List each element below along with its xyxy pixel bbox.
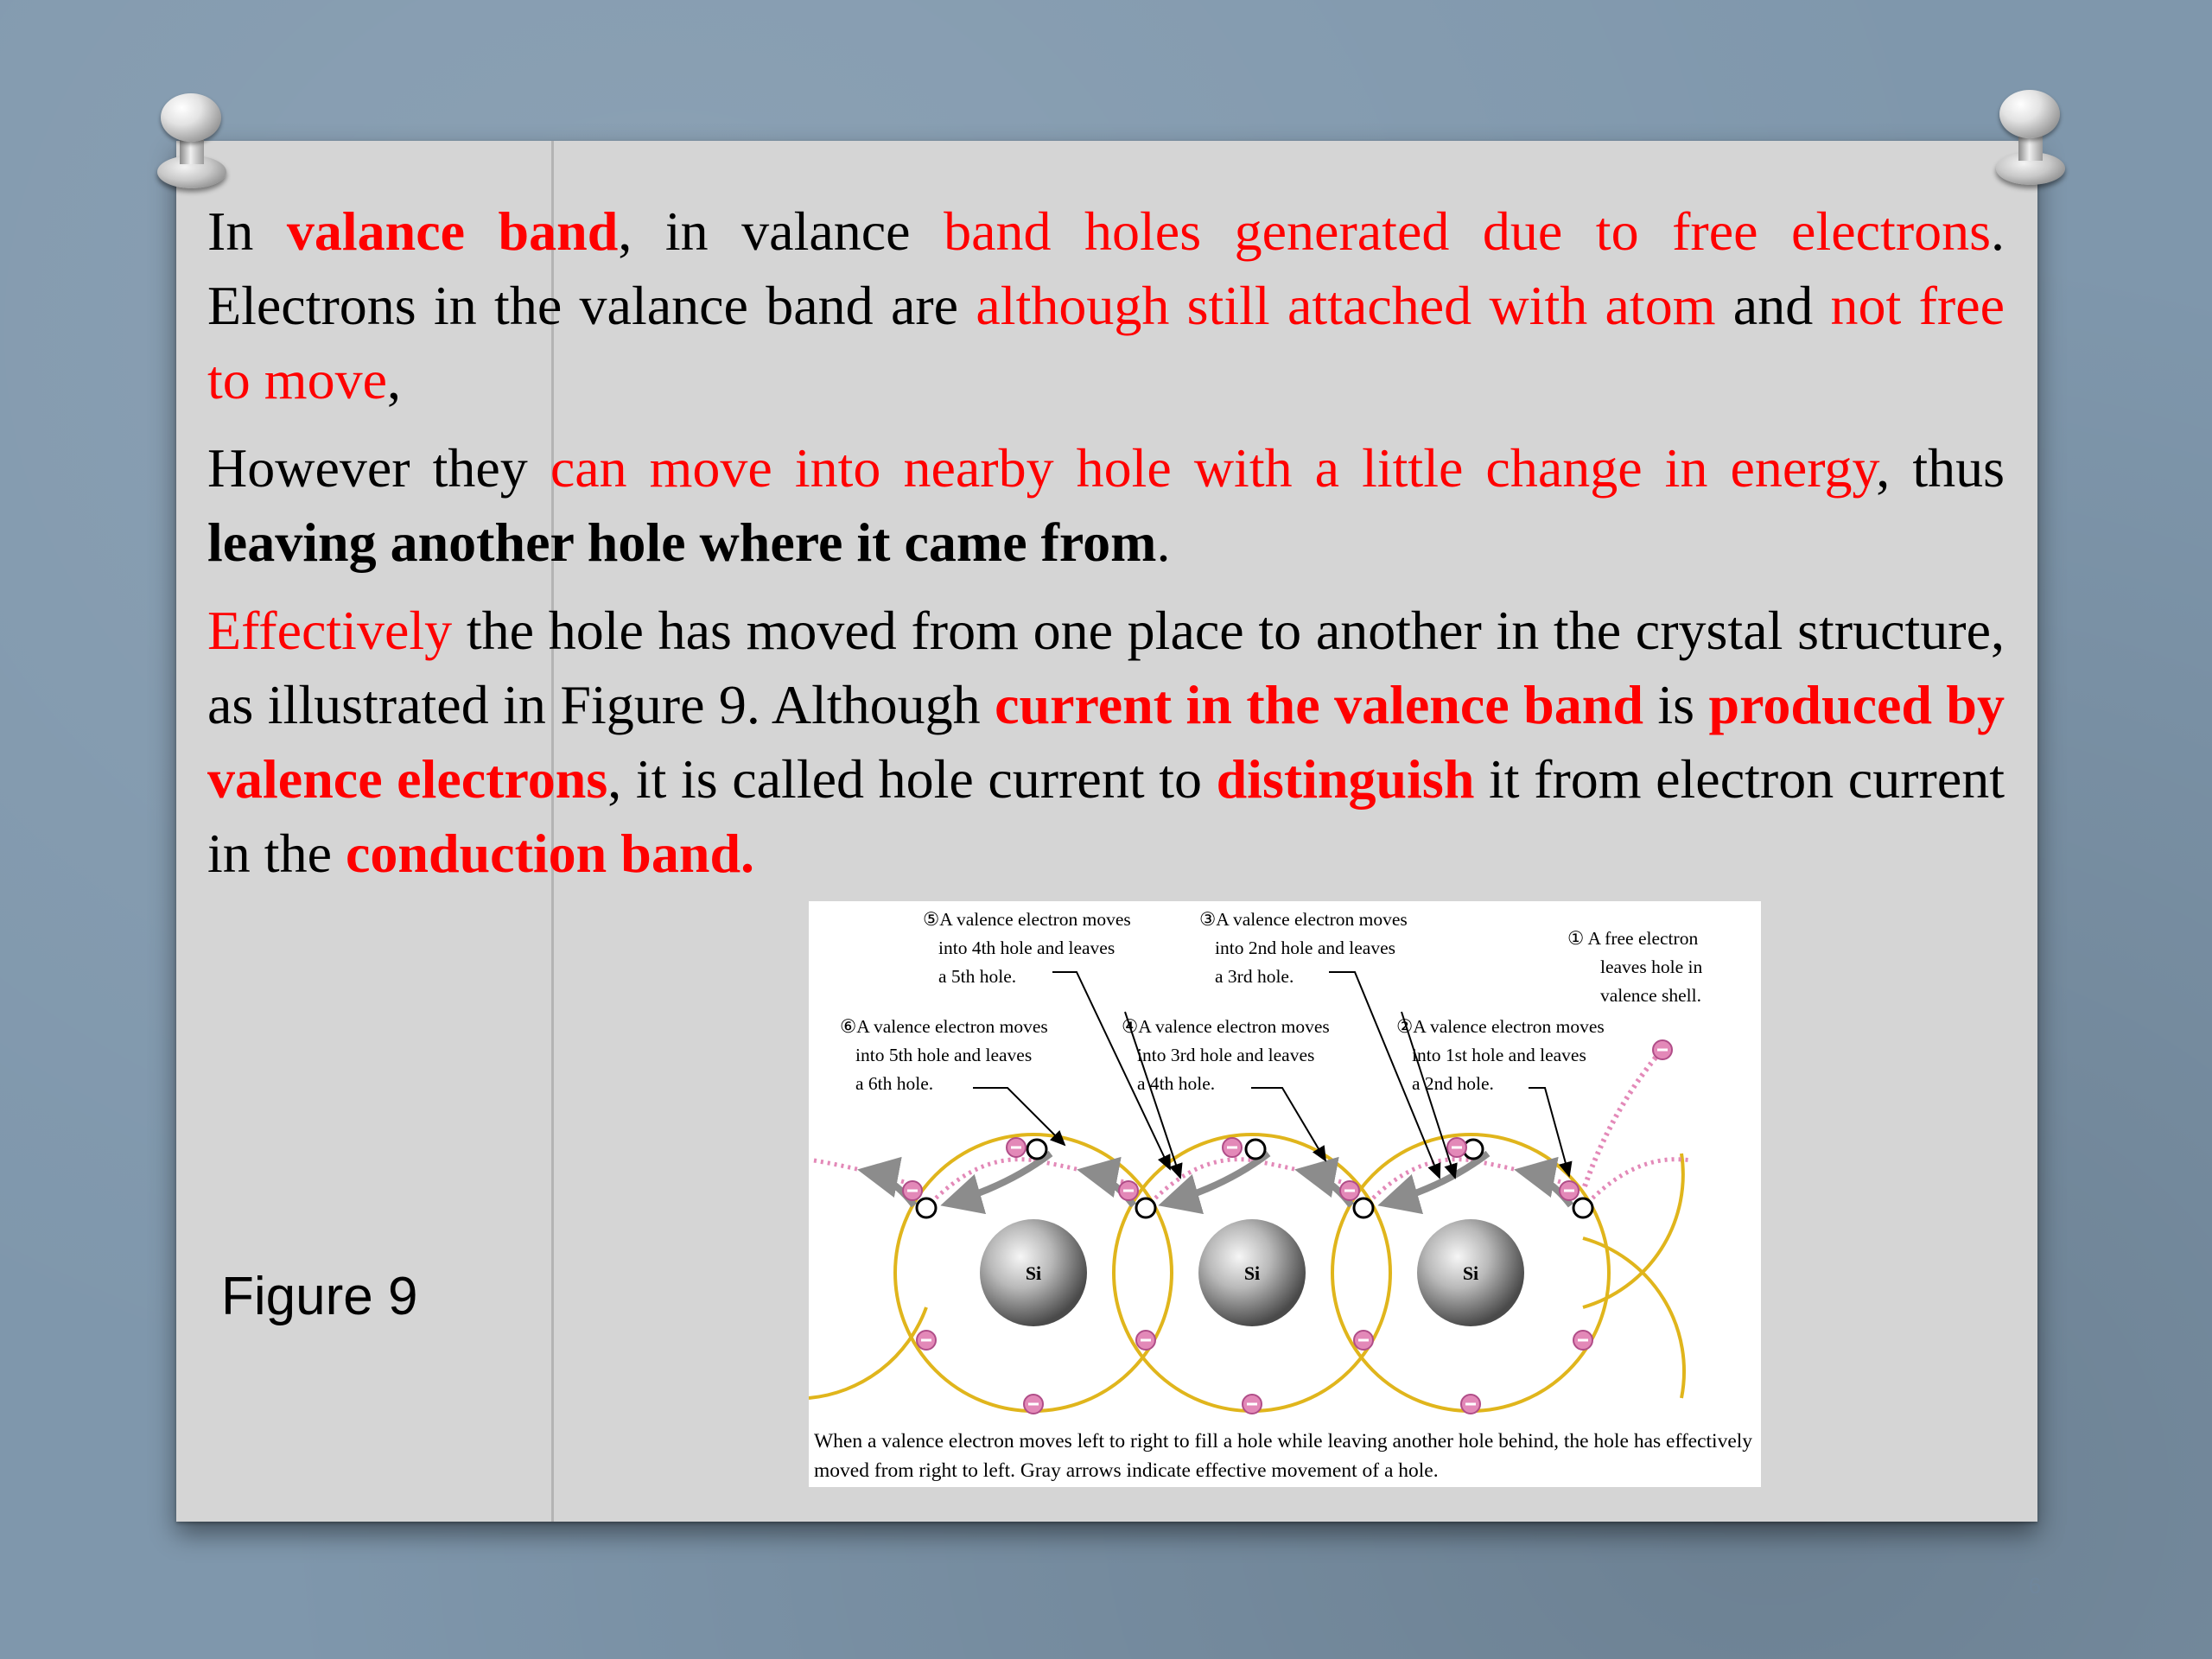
paragraph-2 [207, 431, 2005, 580]
crystal-lattice-diagram [809, 901, 1761, 1428]
text-run: . [1156, 512, 1171, 573]
annotation-text: ②A valence electron moves [1396, 1016, 1605, 1037]
annotation-text: into 5th hole and leaves [855, 1045, 1033, 1065]
hole-marker [1354, 1198, 1373, 1217]
bond-orbit [809, 1307, 926, 1398]
text-run: In [207, 200, 287, 262]
annotation-text: into 1st hole and leaves [1412, 1045, 1586, 1065]
page-number-text: 6 [2028, 1573, 2042, 1599]
slide-body-text [207, 194, 2005, 905]
hole-current-figure [809, 901, 1761, 1487]
text-run: However they [207, 437, 550, 499]
annotation-text: ④A valence electron moves [1122, 1016, 1330, 1037]
text-run: the hole has moved from one place to another in the crystal structure, as illustrated in Figure 9. Although [207, 600, 2005, 735]
text-run: , in valance [618, 200, 944, 262]
hole-marker [917, 1198, 936, 1217]
text-run: produced by valence electrons [207, 674, 2005, 810]
text-run: , it is called hole current to [607, 748, 1217, 810]
annotation-text: into 3rd hole and leaves [1137, 1045, 1315, 1065]
annotation-text: ⑥A valence electron moves [840, 1016, 1048, 1037]
paragraph-3 [207, 594, 2005, 891]
text-run: valance band [286, 200, 619, 262]
annotation-text: a 3rd hole. [1215, 966, 1294, 987]
annotation-text: a 6th hole. [855, 1073, 934, 1094]
annotation-text: into 2nd hole and leaves [1215, 938, 1395, 958]
hole-marker [1246, 1140, 1265, 1159]
text-run: Effectively [207, 600, 453, 661]
figure-label: Figure 9 [221, 1267, 418, 1326]
annotation-text: a 5th hole. [938, 966, 1017, 987]
annotation-text: ③A valence electron moves [1199, 909, 1408, 930]
annotation-text: ① A free electron [1567, 928, 1699, 949]
hole-marker [1027, 1140, 1046, 1159]
annotation-text: a 2nd hole. [1412, 1073, 1494, 1094]
text-run: , thus [1876, 437, 2005, 499]
annotation-text: valence shell. [1600, 985, 1702, 1006]
text-run: conduction band. [345, 823, 755, 884]
pushpin-left-icon [154, 93, 232, 188]
paragraph-1 [207, 194, 2005, 417]
text-run: band holes generated due to free electrons [944, 200, 1992, 262]
text-run: it from electron current in the [207, 748, 2005, 884]
electron-path [1585, 1052, 1660, 1186]
annotation-text: a 4th hole. [1137, 1073, 1216, 1094]
hole-movement-arrow [1165, 1154, 1268, 1204]
text-run: can move into nearby hole with a little change in energy [550, 437, 1877, 499]
hole-marker [1573, 1198, 1592, 1217]
text-run: distinguish [1216, 748, 1475, 810]
hole-movement-arrow [1384, 1154, 1488, 1204]
text-run: leaving another hole where it came from [207, 512, 1157, 573]
pushpin-right-icon [1993, 90, 2070, 185]
text-run: although still attached with atom [976, 275, 1716, 336]
hole-marker [1136, 1198, 1155, 1217]
leader-line [1529, 1088, 1569, 1176]
atom-label: Si [1243, 1262, 1261, 1284]
electron-path [1583, 1160, 1691, 1208]
text-run: is [1643, 674, 1709, 735]
annotation-text: ⑤A valence electron moves [923, 909, 1131, 930]
text-run: , [386, 349, 401, 410]
text-run: current in the valence band [995, 674, 1643, 735]
hole-movement-arrow [947, 1154, 1051, 1204]
text-run: not free to move [207, 275, 2005, 410]
bond-orbit [1583, 1154, 1683, 1307]
annotation-text: into 4th hole and leaves [938, 938, 1116, 958]
annotation-text: leaves hole in [1600, 957, 1703, 977]
page-number [2020, 1573, 2050, 1602]
bond-orbit [1583, 1238, 1684, 1398]
text-run: and [1715, 275, 1831, 336]
figure-caption: When a valence electron moves left to right to fill a hole while leaving another hole behind, the hole has effectively moved from right to left. Gray arrows indicate effective movement of a hole. [814, 1430, 1753, 1482]
atom-label: Si [1025, 1262, 1042, 1284]
text-run: . Electrons in the valance band are [207, 200, 2005, 336]
atom-label: Si [1462, 1262, 1479, 1284]
